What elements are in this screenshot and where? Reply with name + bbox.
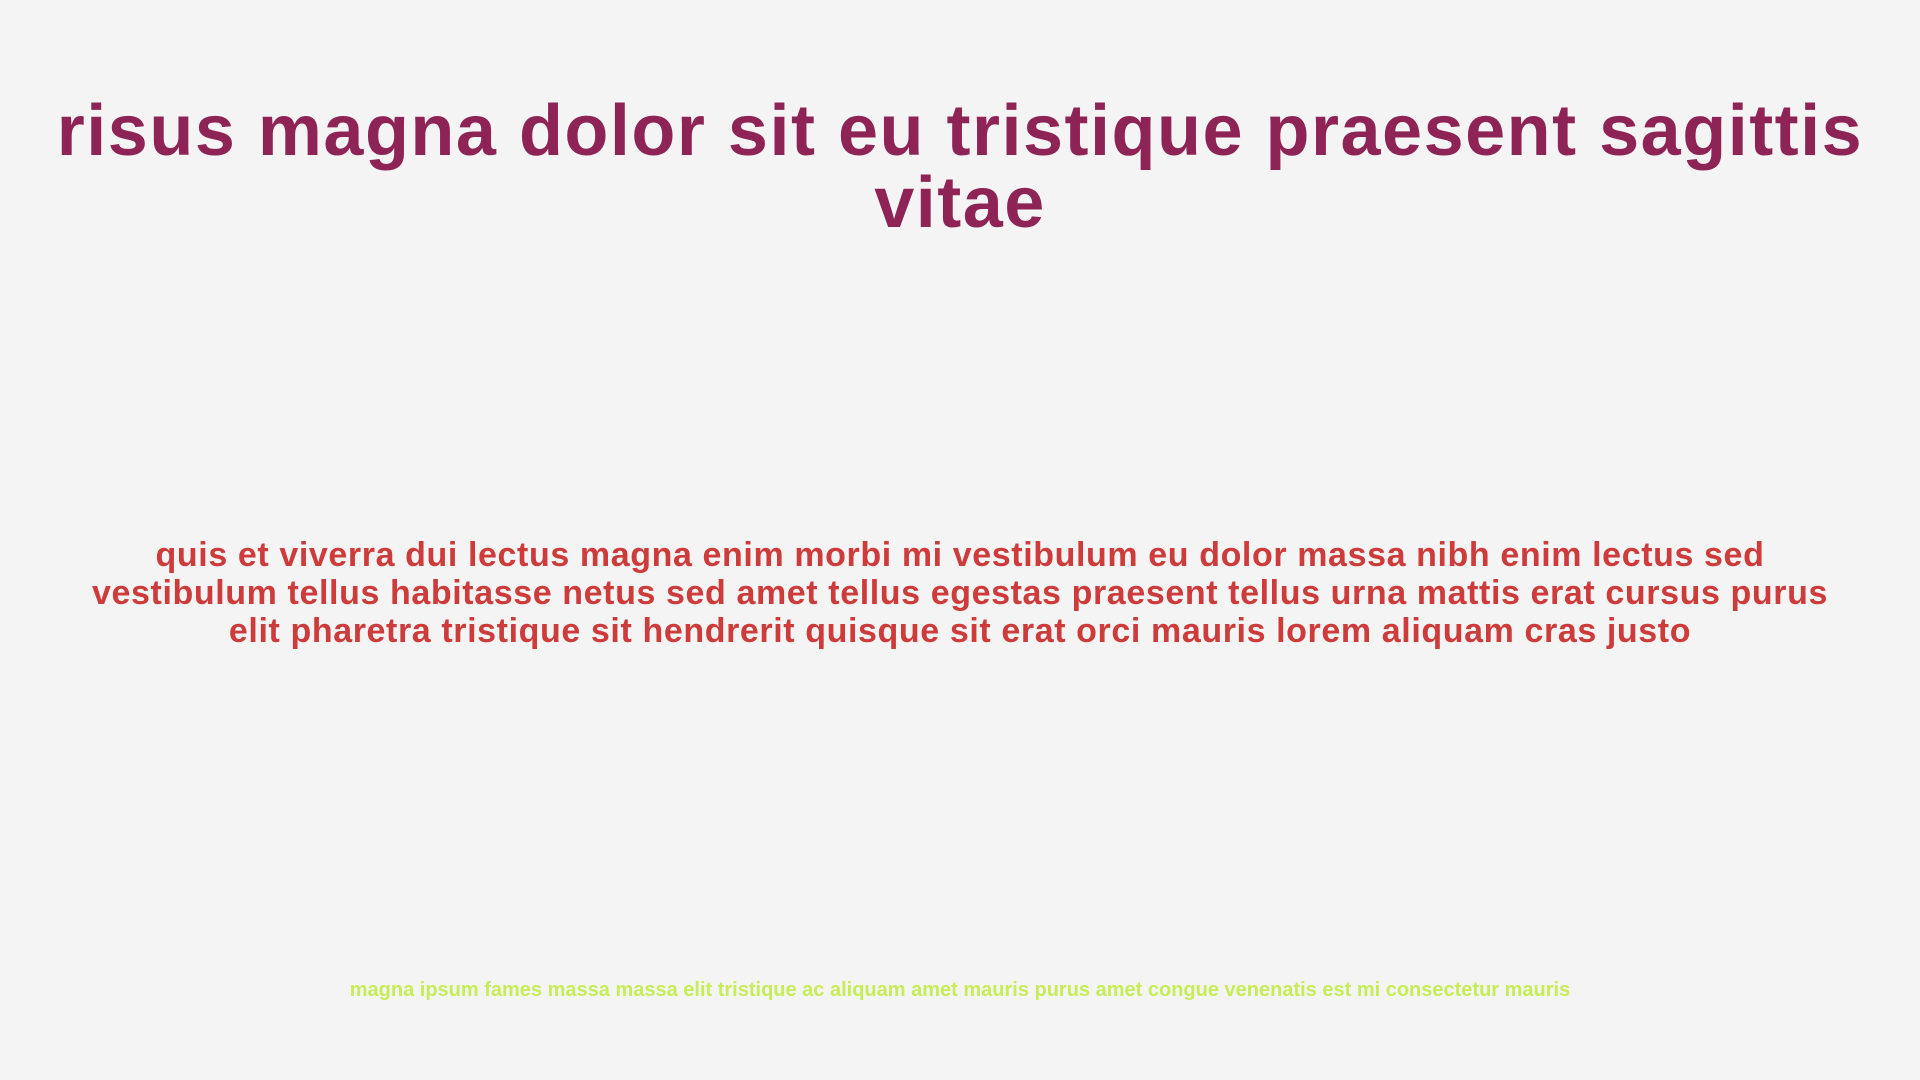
page-title: risus magna dolor sit eu tristique praesent sagittis vitae (56, 91, 1864, 243)
body-paragraph: quis et viverra dui lectus magna enim morbi mi vestibulum eu dolor massa nibh enim lectus sed vestibulum tellus habitasse netus sed amet tellus egestas praesent tellus urna mattis erat cursus purus elit pharetra tristique sit hendrerit quisque sit erat orci mauris lorem aliquam cras justo (92, 536, 1828, 650)
footer-text: magna ipsum fames massa massa elit tristique ac aliquam amet mauris purus amet congue venenatis est mi consectetur mauris (349, 979, 1571, 1001)
